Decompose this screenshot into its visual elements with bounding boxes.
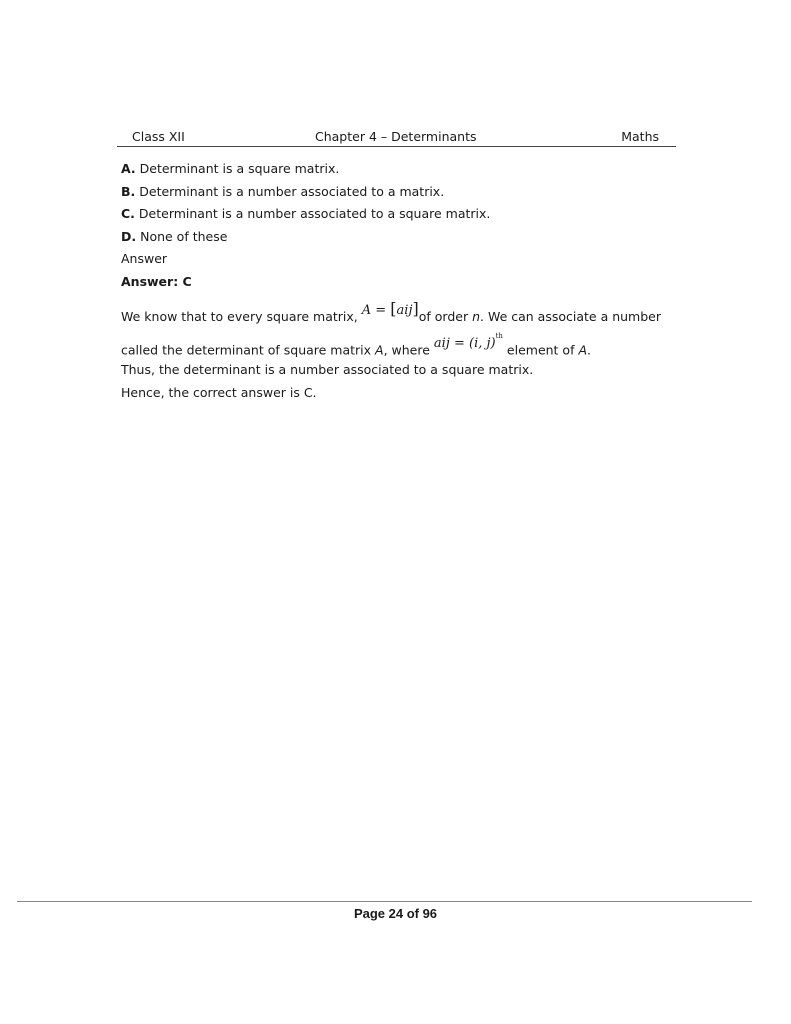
element-formula: [433, 332, 503, 358]
text: .: [587, 342, 591, 358]
text: of order: [418, 309, 473, 324]
explanation-line-2: [121, 333, 681, 361]
text: , where: [383, 342, 434, 358]
math-bracket: [: [390, 299, 397, 318]
page-header: [117, 129, 676, 147]
header-subject: Maths: [621, 129, 659, 144]
math-bracket: ]: [412, 299, 419, 318]
header-class: Class XII: [132, 129, 185, 144]
math-eq: =: [371, 303, 391, 318]
option-text: Determinant is a number associated to a matrix.: [135, 183, 445, 199]
math-A: A: [361, 303, 372, 318]
option-text: None of these: [136, 228, 228, 244]
option-a: [121, 160, 681, 183]
text: n: [472, 309, 480, 324]
math-aij: aij: [396, 303, 413, 318]
header-chapter: Chapter 4 – Determinants: [315, 129, 477, 144]
text: We know that to every square matrix,: [121, 309, 362, 324]
option-d: [121, 228, 681, 251]
page-number: Page 24 of 96: [353, 906, 438, 921]
text: element of: [502, 342, 579, 358]
matrix-formula: [361, 299, 419, 325]
option-text: Determinant is a square matrix.: [135, 161, 340, 176]
text: . We can associate a number: [480, 309, 661, 324]
option-letter: B.: [121, 183, 136, 199]
option-letter: C.: [121, 206, 135, 221]
option-text: Determinant is a number associated to a square matrix.: [134, 206, 491, 221]
answer-label: Answer: [121, 251, 168, 266]
footer-divider: [17, 901, 752, 902]
text: A: [578, 342, 588, 358]
math-expr: aij = (i, j): [433, 336, 496, 352]
explanation-line-4: Hence, the correct answer is C.: [121, 384, 317, 400]
explanation-line-1: [121, 299, 681, 333]
math-sup: th: [495, 332, 503, 340]
option-c: [121, 205, 681, 228]
option-b: [121, 183, 681, 206]
text: called the determinant of square matrix: [121, 342, 376, 358]
explanation-line-3: Thus, the determinant is a number associated to a square matrix.: [121, 362, 534, 377]
answer-value: Answer: C: [121, 273, 192, 289]
option-letter: D.: [121, 228, 137, 244]
text: A: [375, 342, 384, 358]
option-letter: A.: [121, 161, 136, 176]
question-content: [121, 160, 681, 406]
